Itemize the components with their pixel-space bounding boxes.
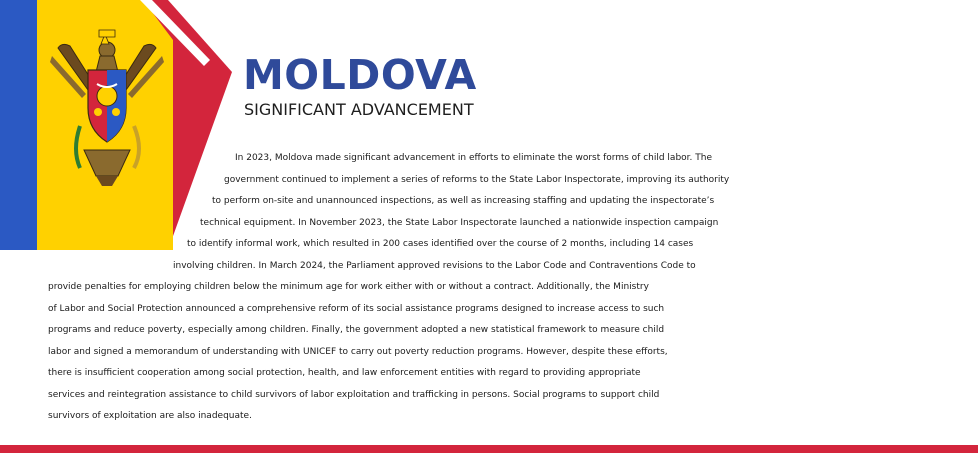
summary-paragraph [0, 148, 978, 428]
country-title: MOLDOVA [243, 51, 477, 99]
summary-line: provide penalties for employing children below the minimum age for work either with or without a contract. Additionally, the Ministry [48, 282, 649, 292]
summary-line: labor and signed a memorandum of understanding with UNICEF to carry out poverty reduction programs. However, despite these efforts, [48, 346, 668, 357]
summary-line: services and reintegration assistance to child survivors of labor exploitation and trafficking in persons. Social programs to support child [48, 389, 660, 400]
summary-line: government continued to implement a series of reforms to the State Labor Inspectorate, improving its authority [224, 174, 730, 185]
summary-line: to perform on-site and unannounced inspections, as well as increasing staffing and updating the inspectorate’s [212, 196, 715, 206]
assessment-level: SIGNIFICANT ADVANCEMENT [244, 100, 474, 119]
summary-line: programs and reduce poverty, especially among children. Finally, the government adopted a new statistical framework to measure child [48, 325, 665, 335]
summary-line: there is insufficient cooperation among social protection, health, and law enforcement entities with regard to providing appropriate [48, 368, 641, 378]
summary-line: In 2023, Moldova made significant advancement in efforts to eliminate the worst forms of child labor. The [235, 153, 712, 163]
summary-line: involving children. In March 2024, the Parliament approved revisions to the Labor Code and Contraventions Code to [173, 260, 696, 271]
summary-line: survivors of exploitation are also inadequate. [48, 411, 252, 421]
summary-line: to identify informal work, which resulted in 200 cases identified over the course of 2 months, including 14 cases [187, 239, 694, 249]
bottom-red-rule [0, 445, 978, 453]
summary-line: of Labor and Social Protection announced a comprehensive reform of its social assistance programs designed to increase access to such [48, 303, 665, 314]
summary-line: technical equipment. In November 2023, the State Labor Inspectorate launched a nationwide inspection campaign [200, 217, 719, 228]
